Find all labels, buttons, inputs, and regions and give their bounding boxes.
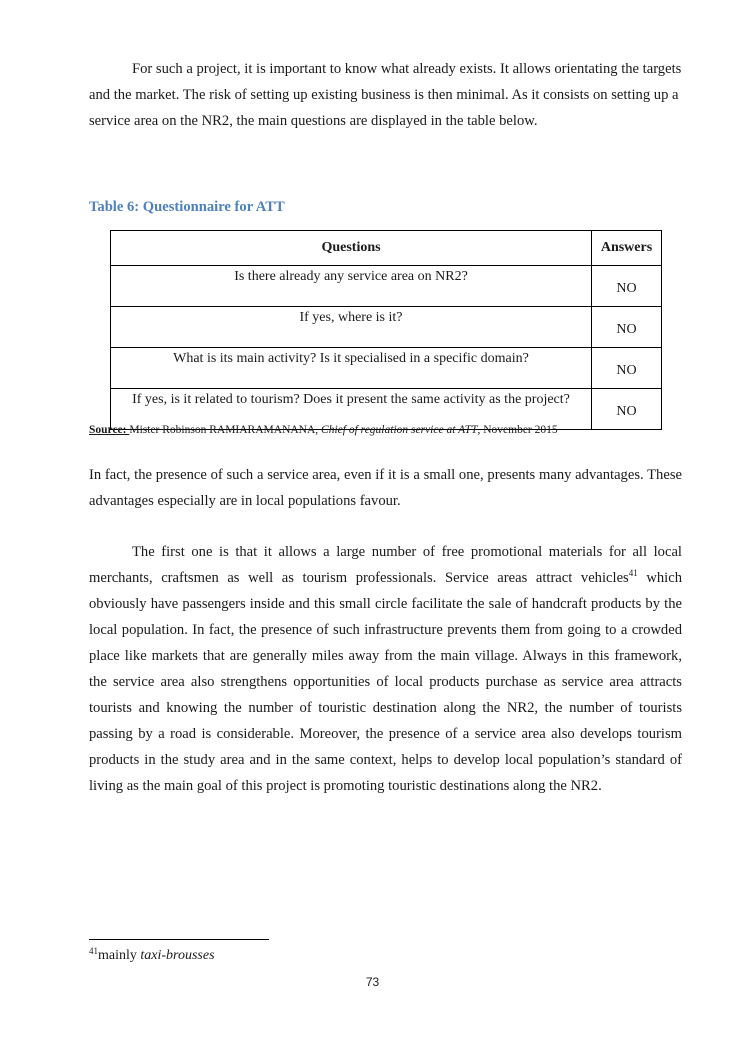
table-row: [111, 307, 662, 348]
questions-header: Questions: [111, 231, 592, 266]
table-caption: Table 6: Questionnaire for ATT: [89, 199, 285, 215]
answer-cell: NO: [592, 307, 662, 348]
first-advantage-paragraph: [89, 539, 682, 799]
table-header-row: [111, 231, 662, 266]
footnote-mark: 41: [89, 946, 98, 956]
answer-cell: NO: [592, 348, 662, 389]
source-role: Chief of regulation service at ATT: [321, 424, 478, 436]
paragraph-text-before-note: The first one is that it allows a large number of free promotional materials for all local merchants, craftsmen as well as tourism professionals. Service areas attract vehicles: [89, 544, 682, 586]
intro-paragraph: For such a project, it is important to know what already exists. It allows orientating the targets and the market. The risk of setting up existing business is then minimal. As it consists on setting up a service area on the NR2, the main questions are displayed in the table below.: [89, 61, 682, 129]
table-row: [111, 348, 662, 389]
questionnaire-table: [110, 230, 662, 430]
advantages-paragraph: In fact, the presence of such a service area, even if it is a small one, presents many advantages. These advantages especially are in local populations favour.: [89, 467, 682, 509]
source-date: , November 2015: [477, 424, 558, 436]
page-number: 73: [365, 975, 380, 989]
answers-header: Answers: [592, 231, 662, 266]
answer-cell: NO: [592, 389, 662, 430]
question-cell: If yes, where is it?: [111, 307, 592, 348]
footnote-text: mainly: [98, 948, 141, 963]
question-cell: If yes, is it related to tourism? Does it present the same activity as the project?: [111, 389, 592, 430]
footnote: [89, 946, 215, 964]
table-source: [89, 424, 558, 436]
answer-cell: NO: [592, 266, 662, 307]
source-name: Mister Robinson RAMIARAMANANA,: [129, 424, 322, 436]
question-cell: Is there already any service area on NR2?: [111, 266, 592, 307]
table-row: [111, 266, 662, 307]
question-cell: What is its main activity? Is it specialised in a specific domain?: [111, 348, 592, 389]
footnote-separator: [89, 939, 269, 940]
footnote-italic: taxi-brousses: [140, 948, 215, 963]
paragraph-text-after-note: which obviously have passengers inside and this small circle facilitate the sale of handcraft products by the local population. In fact, the presence of such infrastructure prevents them from going to a crowded place like markets that are generally miles away from the main village. Always in this framework, the service area also strengthens opportunities of local products purchase as service area attracts tourists and knowing the number of touristic destination along the NR2, the number of tourists passing by a road is considerable. Moreover, the presence of a service area also develops tourism products in the study area and in the same context, helps to develop local population’s standard of living as the main goal of this project is promoting touristic destinations along the NR2.: [89, 570, 682, 794]
source-label: Source:: [89, 424, 130, 436]
footnote-reference[interactable]: 41: [628, 568, 638, 578]
